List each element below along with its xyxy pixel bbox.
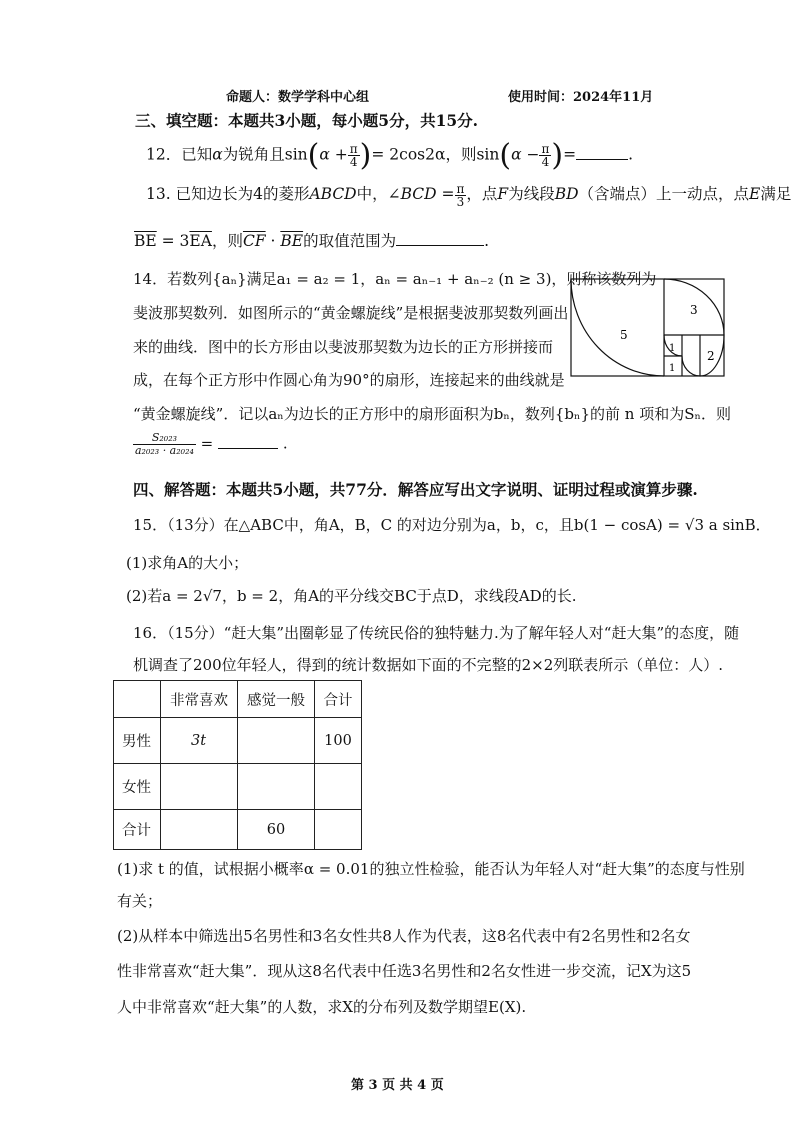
contingency-table	[113, 680, 362, 850]
q13-pi-over-3: $\frac{\pi}{3}$	[456, 181, 465, 209]
q16-line2: 机调查了200位年轻人，得到的统计数据如下面的不完整的2×2列联表所示（单位：人）.	[133, 656, 724, 674]
q12-number: 12．	[146, 145, 182, 164]
table-cell	[315, 764, 362, 810]
q14-answer-line	[133, 432, 288, 457]
q14-line1: 14．若数列{aₙ}满足a₁ = a₂ = 1，aₙ = aₙ₋₁ + aₙ₋₂ (n ≥ 3)，则称该数列为	[133, 270, 657, 288]
figure-label-1a: 1	[669, 343, 676, 354]
section3-title: 三、填空题：本题共3小题，每小题5分，共15分.	[135, 111, 479, 130]
q13-vector-cf: $\overline{CF}$	[242, 232, 266, 250]
q12-period: .	[628, 145, 634, 164]
table-cell: 合计	[114, 810, 161, 850]
q16-part1-line2: 有关；	[117, 892, 163, 910]
q13-vector-be: $\overline{BE}$	[280, 232, 304, 250]
q12-text: ，则	[445, 145, 477, 164]
q12-rhs: = 2cos2α	[371, 145, 446, 164]
page-footer: 第 3 页 共 4 页	[351, 1078, 444, 1093]
table-cell	[161, 810, 238, 850]
q16-part2-line3: 人中非常喜欢“赶大集”的人数，求X的分布列及数学期望E(X).	[117, 998, 527, 1016]
q12-expr: α +	[319, 145, 348, 164]
q13-dot: ·	[265, 232, 281, 250]
table-cell: 60	[238, 810, 315, 850]
q15-part2: (2)若a = 2√7，b = 2，角A的平分线交BC于点D，求线段AD的长.	[126, 587, 577, 605]
q13-text: ，点	[466, 185, 498, 203]
q12-pi-over-4: $\frac{\pi}{4}$	[349, 142, 358, 169]
table-cell: 女性	[114, 764, 161, 810]
q14-eq: =	[200, 434, 214, 453]
table-row	[114, 810, 362, 850]
q16-part2-line2: 性非常喜欢“赶大集”．现从这8名代表中任选3名男性和2名女性进一步交流，记X为这5	[117, 962, 692, 980]
q13-text: 中，∠	[356, 185, 401, 203]
q13-vector-ea: $\overline{EA}$	[189, 232, 212, 250]
q12-sin: sin	[284, 145, 308, 164]
table-cell	[238, 764, 315, 810]
q13-vector-be: $\overline{BE}$	[134, 232, 157, 250]
q13-text: 满足	[760, 185, 792, 203]
q13-e: E	[749, 185, 761, 203]
question-13-line2	[134, 229, 489, 251]
q12-text: 为锐角且	[222, 145, 285, 164]
q13-period: .	[484, 232, 490, 250]
q14-line2: 斐波那契数列．如图所示的“黄金螺旋线”是根据斐波那契数列画出	[133, 304, 569, 322]
header-author: 命题人：数学学科中心组	[226, 90, 370, 105]
q13-text: （含端点）上一动点，点	[578, 185, 750, 203]
table-cell: 3t	[161, 718, 238, 764]
table-header-cell: 合计	[315, 681, 362, 718]
q13-text: 为线段	[508, 185, 555, 203]
q14-line5: “黄金螺旋线”．记以aₙ为边长的正方形中的扇形面积为bₙ，数列{bₙ}的前 n 项和为Sₙ．则	[133, 405, 732, 423]
golden-spiral-curve	[571, 279, 724, 376]
table-cell	[114, 681, 161, 718]
q12-expr: α −	[511, 145, 540, 164]
q15-line1: 15．（13分）在△ABC中，角A，B，C 的对边分别为a，b，c，且b(1 − cosA) = √3 a sinB．	[133, 516, 771, 534]
q14-period: .	[282, 434, 288, 453]
table-header-row	[114, 681, 362, 718]
table-header-cell: 非常喜欢	[161, 681, 238, 718]
table-cell	[238, 718, 315, 764]
q16-part2-line1: (2)从样本中筛选出5名男性和3名女性共8人作为代表，这8名代表中有2名男性和2名女	[117, 927, 691, 945]
question-12: 12．已知α为锐角且sin(α + $\frac{\pi}{4}$ )= 2cos2α，则sin(α − $\frac{\pi}{4}$ )= .	[146, 138, 634, 173]
q13-text: 13. 已知边长为4的菱形	[146, 185, 310, 203]
question-13-line1	[146, 182, 791, 208]
q14-line3: 来的曲线．图中的长方形由以斐波那契数为边长的正方形拼接而	[133, 338, 554, 356]
q13-abcd: ABCD	[309, 185, 357, 203]
figure-label-1b: 1	[669, 363, 676, 374]
golden-spiral-figure	[570, 278, 726, 378]
q16-line1: 16．（15分）“赶大集”出圈彰显了传统民俗的独特魅力.为了解年轻人对“赶大集”的态度，随	[133, 624, 740, 642]
q13-text: ，则	[211, 232, 243, 250]
figure-label-3: 3	[690, 303, 698, 317]
figure-label-5: 5	[620, 328, 628, 342]
header-time: 使用时间：2024年11月	[508, 90, 654, 105]
q13-bd: BD	[554, 185, 579, 203]
q13-text: = 3	[156, 232, 190, 250]
table-header-cell: 感觉一般	[238, 681, 315, 718]
q14-line4: 成，在每个正方形中作圆心角为90°的扇形，连接起来的曲线就是	[133, 371, 565, 389]
section4-title: 四、解答题：本题共5小题，共77分．解答应写出文字说明、证明过程或演算步骤.	[133, 480, 698, 499]
table-row	[114, 718, 362, 764]
q13-answer-blank	[396, 231, 484, 246]
q14-fraction: $\frac{\text{S₂₀₂₃}}{\text{a₂₀₂₃ · a₂₀₂₄}}$	[135, 431, 194, 457]
table-cell	[315, 810, 362, 850]
table-cell: 100	[315, 718, 362, 764]
q12-pi-over-4: $\frac{\pi}{4}$	[541, 142, 550, 169]
outer-rectangle	[571, 279, 724, 376]
q12-answer-blank	[576, 145, 628, 160]
q12-text: 已知	[181, 145, 213, 164]
figure-label-2: 2	[707, 349, 715, 363]
q13-text: =	[436, 185, 455, 203]
q12-eq: =	[563, 145, 577, 164]
q15-part1: (1)求角A的大小；	[126, 554, 249, 572]
q14-answer-blank	[218, 434, 278, 449]
q16-part1-line1: (1)求 t 的值，试根据小概率α = 0.01的独立性检验，能否认为年轻人对“赶大集”的态度与性别	[117, 860, 745, 878]
table-cell	[161, 764, 238, 810]
table-cell: 男性	[114, 718, 161, 764]
q13-bcd: BCD	[400, 185, 437, 203]
table-row	[114, 764, 362, 810]
q13-f: F	[497, 185, 509, 203]
q13-text: 的取值范围为	[303, 232, 397, 250]
q12-sin: sin	[476, 145, 500, 164]
q12-alpha: α	[212, 145, 223, 164]
